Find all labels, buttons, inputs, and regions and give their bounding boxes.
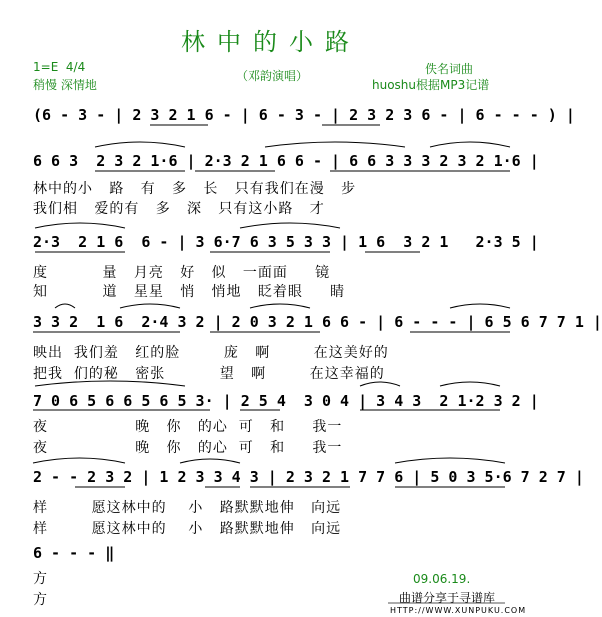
key-meter: 1=E 4/4 <box>33 60 86 74</box>
score-line-5-lyric-1: 夜 晚 你 的心 可 和 我一 <box>33 419 343 435</box>
score-line-4-lyric-2: 把我 们的秘 密张 望 啊 在这幸福的 <box>33 366 385 382</box>
footer-date: 09.06.19. <box>413 572 471 586</box>
score-line-3-notes: 2·3 2 1 6 6 - | 3 6·7 6 3 5 3 3 | 1 6 3 2 1 2·3 5 | <box>33 233 539 251</box>
score-line-5-notes: 7 0 6 5 6 6 5 6 5 3· | 2 5 4 3 0 4 | 3 4 3 2 1·2 3 2 | <box>33 392 539 410</box>
score-line-5-lyric-2: 夜 晚 你 的心 可 和 我一 <box>33 440 343 456</box>
score-line-7-lyric-2: 方 <box>33 592 48 608</box>
score-line-4-notes: 3 3 2 1 6 2·4 3 2 | 2 0 3 2 1 6 6 - | 6 - - - | 6 5 6 7 7 1 | <box>33 313 602 331</box>
score-line-7-lyric-1: 方 <box>33 571 48 587</box>
score-line-6-lyric-2: 样 愿这林中的 小 路默默地伸 向远 <box>33 521 342 537</box>
transcriber-credit: huoshu根据MP3记谱 <box>372 78 490 92</box>
score-line-6-notes: 2 - - 2 3 2 | 1 2 3 3 4 3 | 2 3 2 1 7 7 6 | 5 0 3 5·6 7 2 7 | <box>33 468 584 486</box>
score-line-4-lyric-1: 映出 我们羞 红的脸 庞 啊 在这美好的 <box>33 345 389 361</box>
footer-brand: 曲谱分享于寻谱库 <box>399 591 496 605</box>
tempo-marking: 稍慢 深情地 <box>33 78 97 92</box>
singer-credit: （邓韵演唱） <box>236 69 309 83</box>
score-line-7-notes: 6 - - - ‖ <box>33 544 115 562</box>
footer-url: HTTP://WWW.XUNPUKU.COM <box>390 606 527 615</box>
score-line-3-lyric-2: 知 道 星星 悄 悄地 眨着眼 睛 <box>33 284 346 300</box>
score-line-2-lyric-1: 林中的小 路 有 多 长 只有我们在漫 步 <box>33 181 357 197</box>
score-line-6-lyric-1: 样 愿这林中的 小 路默默地伸 向远 <box>33 500 342 516</box>
score-line-3-lyric-1: 度 量 月亮 好 似 一面面 镜 <box>33 265 331 281</box>
score-line-2-lyric-2: 我们相 爱的有 多 深 只有这小路 才 <box>33 201 325 217</box>
score-line-1-notes: (6 - 3 - | 2 3 2 1 6 - | 6 - 3 - | 2 3 2 3 6 - | 6 - - - ) | <box>33 106 575 124</box>
page-title: 林中的小路 <box>181 28 361 56</box>
lyricist-composer-credit: 佚名词曲 <box>425 62 474 76</box>
score-line-2-notes: 6 6 3 2 3 2 1·6 | 2·3 2 1 6 6 - | 6 6 3 3 3 2 3 2 1·6 | <box>33 152 539 170</box>
